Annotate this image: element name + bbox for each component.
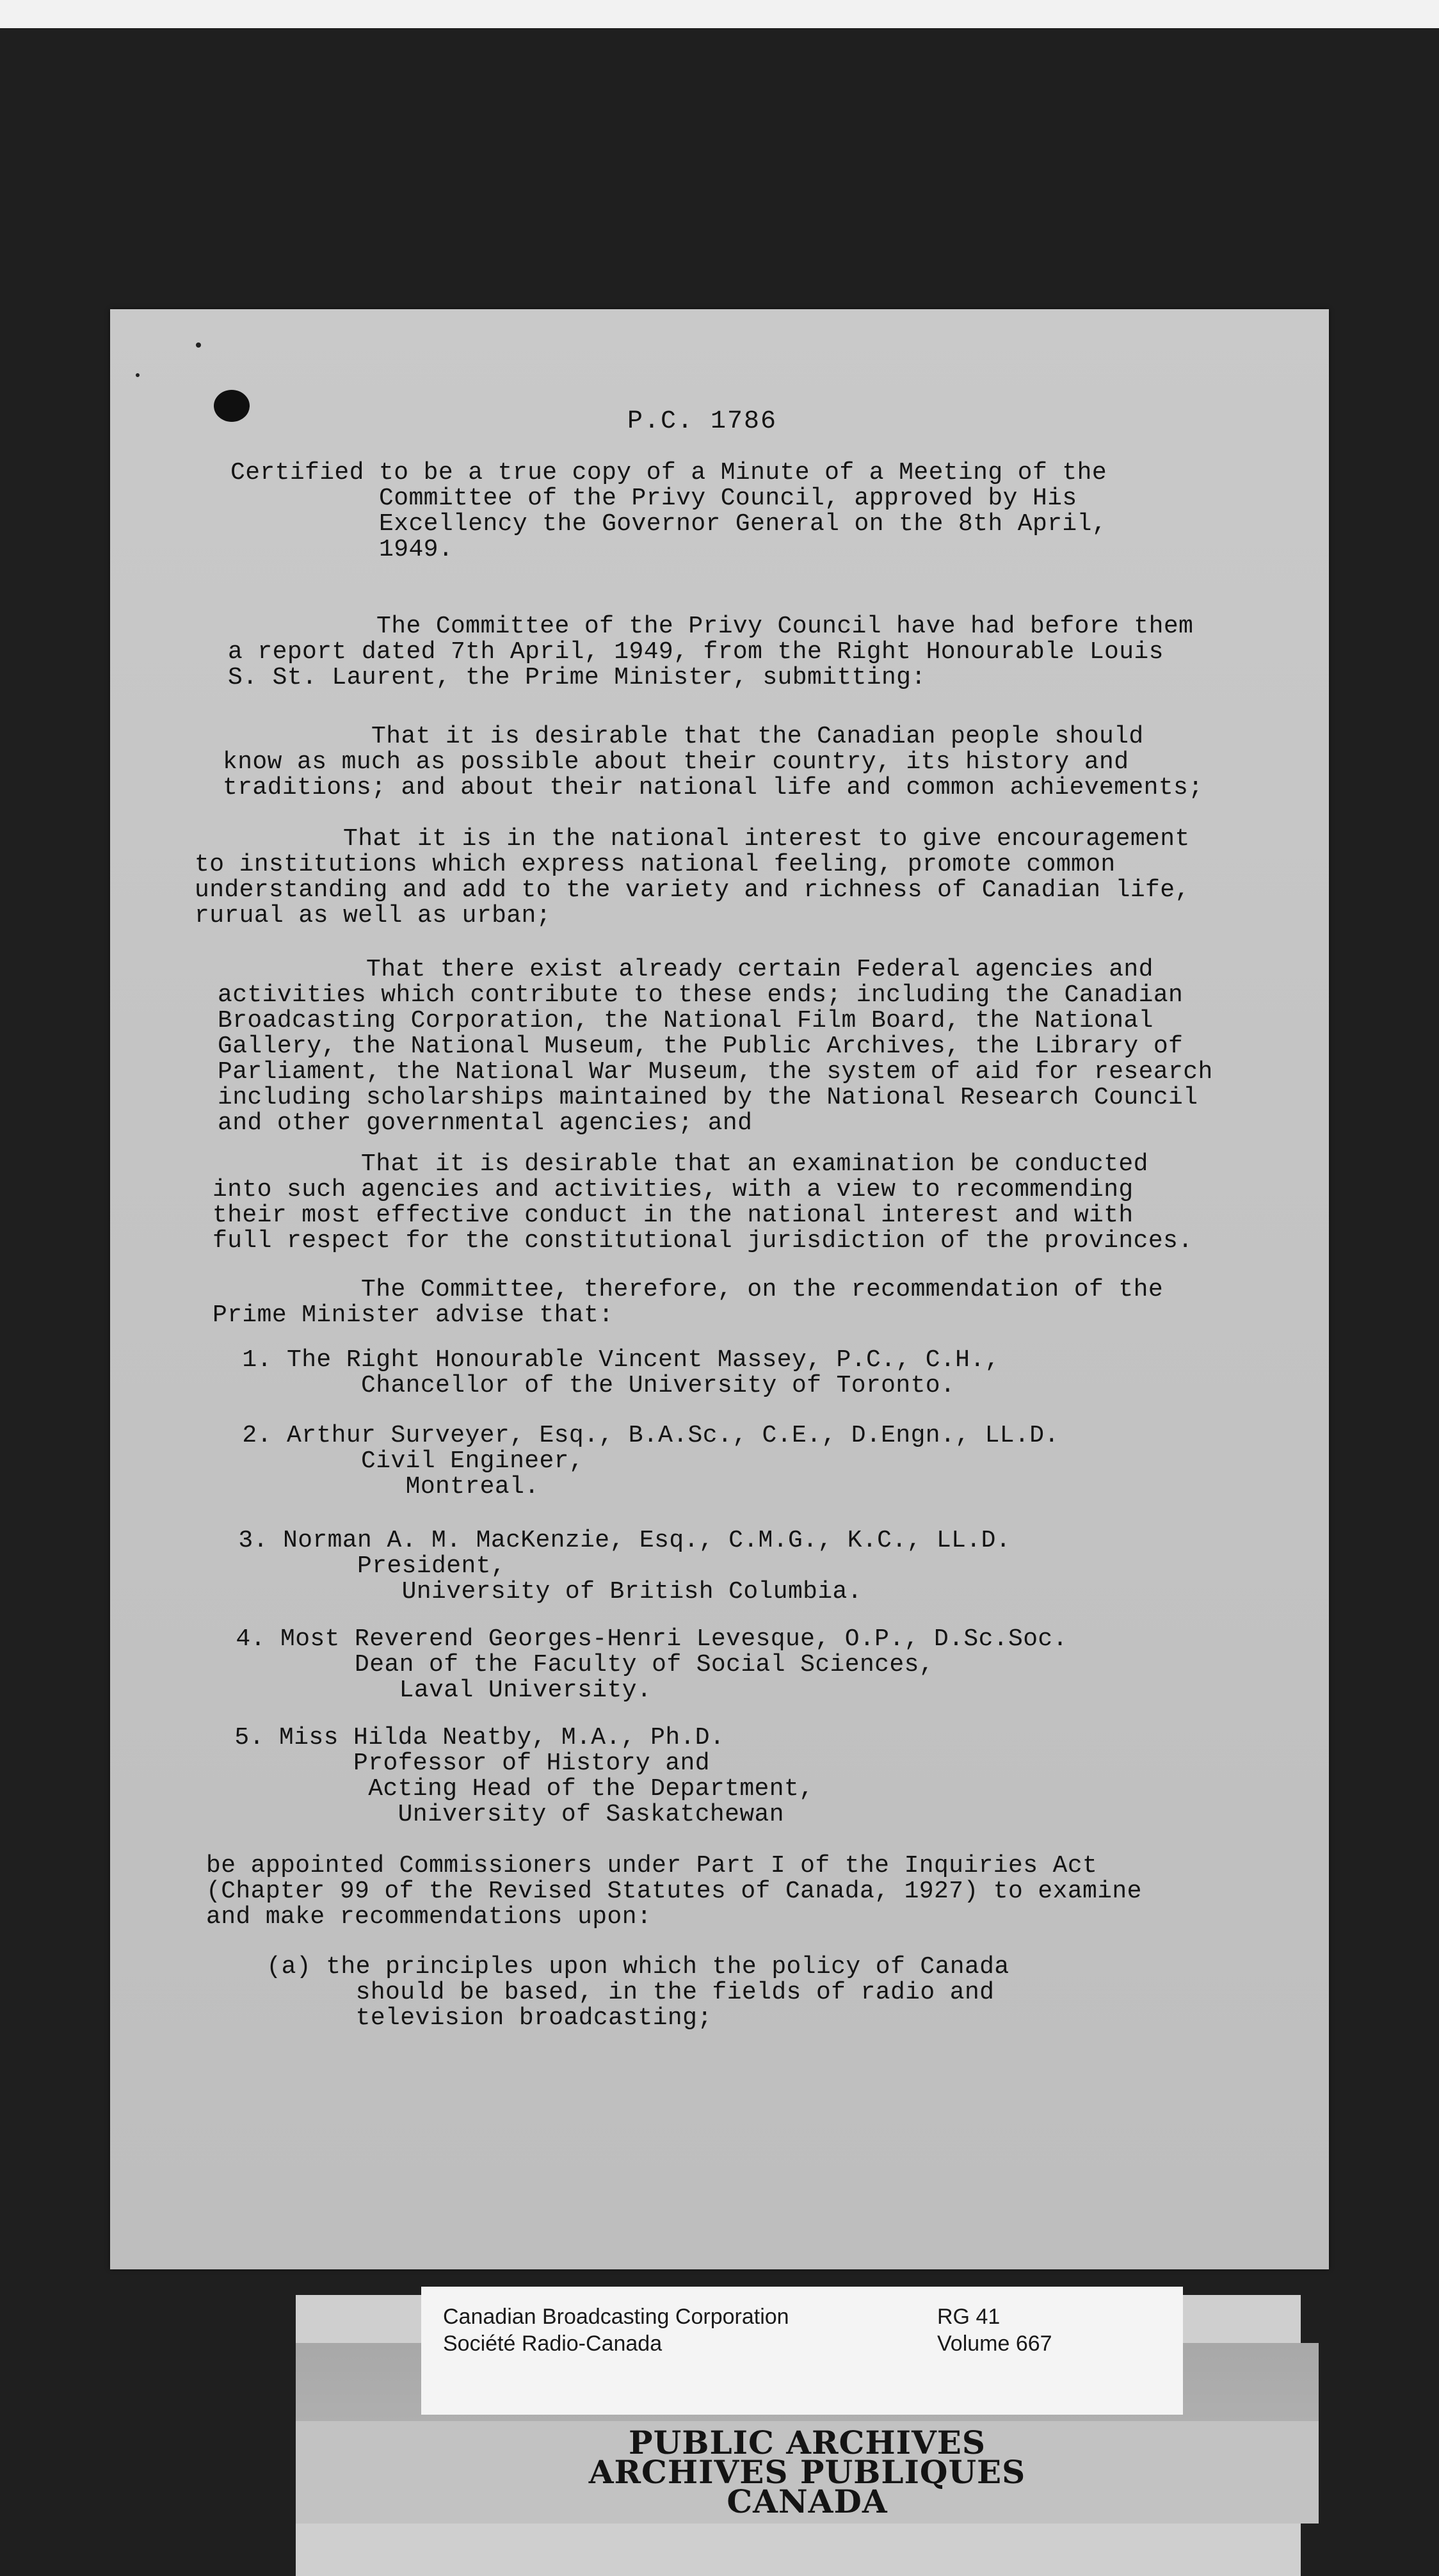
paragraph-5: The Committee, therefore, on the recommendation of the Prime Minister advise that:: [213, 1276, 1164, 1329]
top-strip: [0, 0, 1439, 28]
stamp-line-archives-publiques: ARCHIVES PUBLIQUES: [588, 2453, 1026, 2491]
certification-block: Certified to be a true copy of a Minute of a Meeting of the Committee of the Privy Council, approved by His Excellency the Governor General on the 8th April, 1949.: [230, 459, 1107, 563]
commissioner-5: 5. Miss Hilda Neatby, M.A., Ph.D. Professor of History and Acting Head of the Department, University of Saskatchewan: [234, 1724, 814, 1828]
item-a: (a) the principles upon which the policy of Canada should be based, in the fields of radio and television broadcasting;: [266, 1953, 1009, 2032]
stamp-line-public-archives: PUBLIC ARCHIVES: [629, 2424, 986, 2461]
fonds-name-en: Canadian Broadcasting Corporation: [443, 2305, 789, 2329]
pc-number: P.C. 1786: [627, 407, 778, 436]
punch-hole-mark: [214, 390, 250, 422]
commissioner-3: 3. Norman A. M. MacKenzie, Esq., C.M.G., K.C., LL.D. President, University of British Columbia.: [238, 1527, 1011, 1606]
paragraph-2: That it is in the national interest to give encouragement to institutions which express national feeling, promote common understanding and add to the variety and richness of Canadian life, rurual as well as urban;: [195, 825, 1190, 930]
intro-paragraph: The Committee of the Privy Council have had before them a report dated 7th April, 1949, from the Right Honourable Louis S. St. Laurent, the Prime Minister, submitting:: [228, 613, 1194, 691]
commissioner-4: 4. Most Reverend Georges-Henri Levesque, O.P., D.Sc.Soc. Dean of the Faculty of Social Sciences, Laval University.: [236, 1625, 1068, 1704]
paragraph-1: That it is desirable that the Canadian people should know as much as possible about their country, its history and traditions; and about their national life and common achievements;: [223, 723, 1203, 801]
speck-mark: [196, 342, 201, 348]
stamp-line-canada: CANADA: [727, 2483, 888, 2520]
paragraph-6: be appointed Commissioners under Part I of the Inquiries Act (Chapter 99 of the Revised Statutes of Canada, 1927) to examine and make recommendations upon:: [206, 1852, 1142, 1931]
commissioner-2: 2. Arthur Surveyer, Esq., B.A.Sc., C.E., D.Engn., LL.D. Civil Engineer, Montreal.: [242, 1422, 1059, 1501]
archive-reference-card: [421, 2287, 1183, 2415]
fonds-name-fr: Société Radio-Canada: [443, 2331, 663, 2356]
paragraph-4: That it is desirable that an examination be conducted into such agencies and activities, with a view to recommending their most effective conduct in the national interest and with full respect for the constitutional jurisdiction of the provinces.: [213, 1150, 1193, 1255]
document-page: [110, 309, 1329, 2269]
speck-mark: [136, 373, 140, 377]
record-group: RG 41: [937, 2305, 1001, 2329]
commissioner-1: 1. The Right Honourable Vincent Massey, P.C., C.H., Chancellor of the University of Toronto.: [242, 1346, 1000, 1399]
volume-number: Volume 667: [937, 2331, 1052, 2356]
paragraph-3: That there exist already certain Federal agencies and activities which contribute to these ends; including the Canadian Broadcasting Corporation, the National Film Board, the National Gallery, the National Museum, the Public Archives, the Library of Parliament, the National War Museum, the system of aid for research including scholarships maintained by the National Research Council and other governmental agencies; and: [218, 956, 1213, 1137]
